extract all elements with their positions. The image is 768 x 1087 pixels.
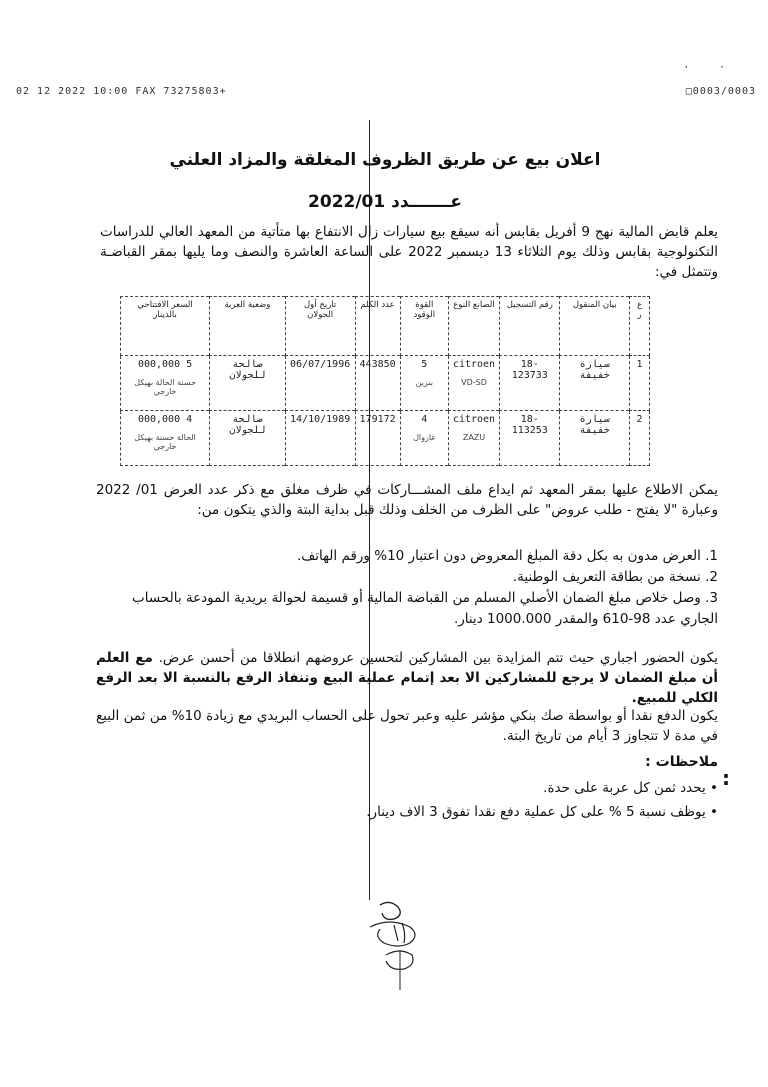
cell-desc: سيارة خفيفة <box>560 411 630 466</box>
cell-state: صالحة للجولان <box>210 356 286 411</box>
document-number: عـــــــدد 2022/01 <box>308 192 462 212</box>
attendance-paragraph <box>96 648 718 708</box>
table-row <box>121 356 650 411</box>
cell-price-value: 5 000,000 <box>137 359 193 370</box>
submission-paragraph: يمكن الاطلاع عليها بمقر المعهد ثم ايداع ملف المشـــاركات في ظرف مغلق مع ذكر عدد العرض 01/ 2022 وعبارة "لا يفتح - طلب عروض" على الظرف من الخلف وذلك قبل بداية البتة والذي يتكون من: <box>96 482 718 518</box>
cell-make <box>448 356 499 411</box>
cell-date: 06/07/1996 <box>285 356 355 411</box>
fax-transmission-info: 02 12 2022 10:00 FAX 73275803+ <box>16 86 227 97</box>
cell-state: صالحة للجولان <box>210 411 286 466</box>
fax-page-counter: □0003/0003 <box>685 86 756 97</box>
cell-price-note: الحالة حسنة بهيكل خارجي <box>134 433 196 451</box>
table-header-row <box>121 297 650 356</box>
cell-power <box>400 356 448 411</box>
cell-date: 14/10/1989 <box>285 411 355 466</box>
cell-make-name: citroen <box>452 414 496 425</box>
cell-reg: 18-113253 <box>500 411 560 466</box>
vehicles-table <box>120 296 650 466</box>
header-num: ع ر <box>630 297 650 356</box>
cell-km: 179172 <box>355 411 400 466</box>
header-state: وضعية العربة <box>210 297 286 356</box>
cell-price-note: حسنة الحالة بهيكل خارجي <box>134 378 196 396</box>
cell-model: ZAZU <box>462 433 486 442</box>
cell-fuel: غازوال <box>413 433 436 442</box>
table-row <box>121 411 650 466</box>
header-km: عدد الكلم <box>355 297 400 356</box>
intro-paragraph: يعلم قابض المالية نهج 9 أفريل بقابس أنه سيقع بيع سيارات زال الانتفاع بها متأتية من المعهد العالي للدراسات التكنولوجية بقابس وذلك يوم الثلاثاء 13 ديسمبر 2022 على الساعة العاشرة والنصف وما يليها بمقر القباضـة وتتمثل في: <box>100 224 719 280</box>
list-item: 2. نسخة من بطاقة التعريف الوطنية. <box>512 569 718 585</box>
signature-drawing <box>350 895 450 995</box>
list-item: 1. العرض مدون به بكل دقة المبلغ المعروض دون اعتبار 10% ورقم الهاتف. <box>296 548 718 564</box>
cell-power-value: 4 <box>421 414 428 425</box>
cell-price <box>121 356 210 411</box>
payment-paragraph: يكون الدفع نقدا أو بواسطة صك بنكي مؤشر عليه وعبر تحول على الحساب البريدي مع زيادة 10% من ثمن البيع في مدة لا تتجاوز 3 أيام من تاريخ البتة. <box>96 708 718 744</box>
cell-num: 1 <box>630 356 650 411</box>
header-price: السعر الافتتاحي بالدينار <box>121 297 210 356</box>
cell-power <box>400 411 448 466</box>
list-item: 3. وصل خلاص مبلغ الضمان الأصلي المسلم من القباضة المالية أو قسيمة لحوالة بريدية المودعة بالحساب الجاري عدد 98-610 والمقدر 1000.000 دينار. <box>132 590 718 627</box>
header-reg: رقم التسجيل <box>500 297 560 356</box>
cell-model: VD-SD <box>461 378 487 387</box>
notes-list <box>366 776 718 824</box>
notes-title: ملاحظات : <box>645 754 718 770</box>
cell-reg: 18-123733 <box>500 356 560 411</box>
header-desc: بيان المنقول <box>560 297 630 356</box>
margin-mark: : <box>722 766 730 790</box>
cell-num: 2 <box>630 411 650 466</box>
requirements-list <box>96 546 718 630</box>
scan-specks: · · <box>684 60 738 74</box>
note-item: • يوظف نسبة 5 % على كل عملية دفع نقدا تفوق 3 الاف دينار. <box>366 804 718 820</box>
cell-make <box>448 411 499 466</box>
note-item: • يحدد ثمن كل عربة على حدة. <box>543 780 718 796</box>
cell-price-value: 4 000,000 <box>137 414 193 425</box>
header-make: الصانع النوع <box>448 297 499 356</box>
cell-make-name: citroen <box>452 359 496 370</box>
cell-desc: سيارة خفيفة <box>560 356 630 411</box>
header-power: القوة الوقود <box>400 297 448 356</box>
vehicles-table-wrapper <box>120 296 650 466</box>
attendance-text: يكون الحضور اجباري حيث تتم المزايدة بين المشاركين لتحسين عروضهم انطلاقا من أحسن عرض. <box>158 650 718 666</box>
cell-price <box>121 411 210 466</box>
official-stamp-signature <box>350 895 450 995</box>
cell-power-value: 5 <box>421 359 428 370</box>
cell-fuel: بنزين <box>415 378 433 387</box>
document-title: اعلان بيع عن طريق الظروف المغلقة والمزاد العلني <box>169 150 601 170</box>
header-date: تاريخ أول الجولان <box>285 297 355 356</box>
cell-km: 443850 <box>355 356 400 411</box>
attendance-bold-text: مع العلم أن مبلغ الضمان لا يرجع للمشاركين الا بعد إتمام عملية البيع وتنفاذ الرفع بالنسبة الا بعد الرفع الكلي للمبيع. <box>96 650 718 706</box>
